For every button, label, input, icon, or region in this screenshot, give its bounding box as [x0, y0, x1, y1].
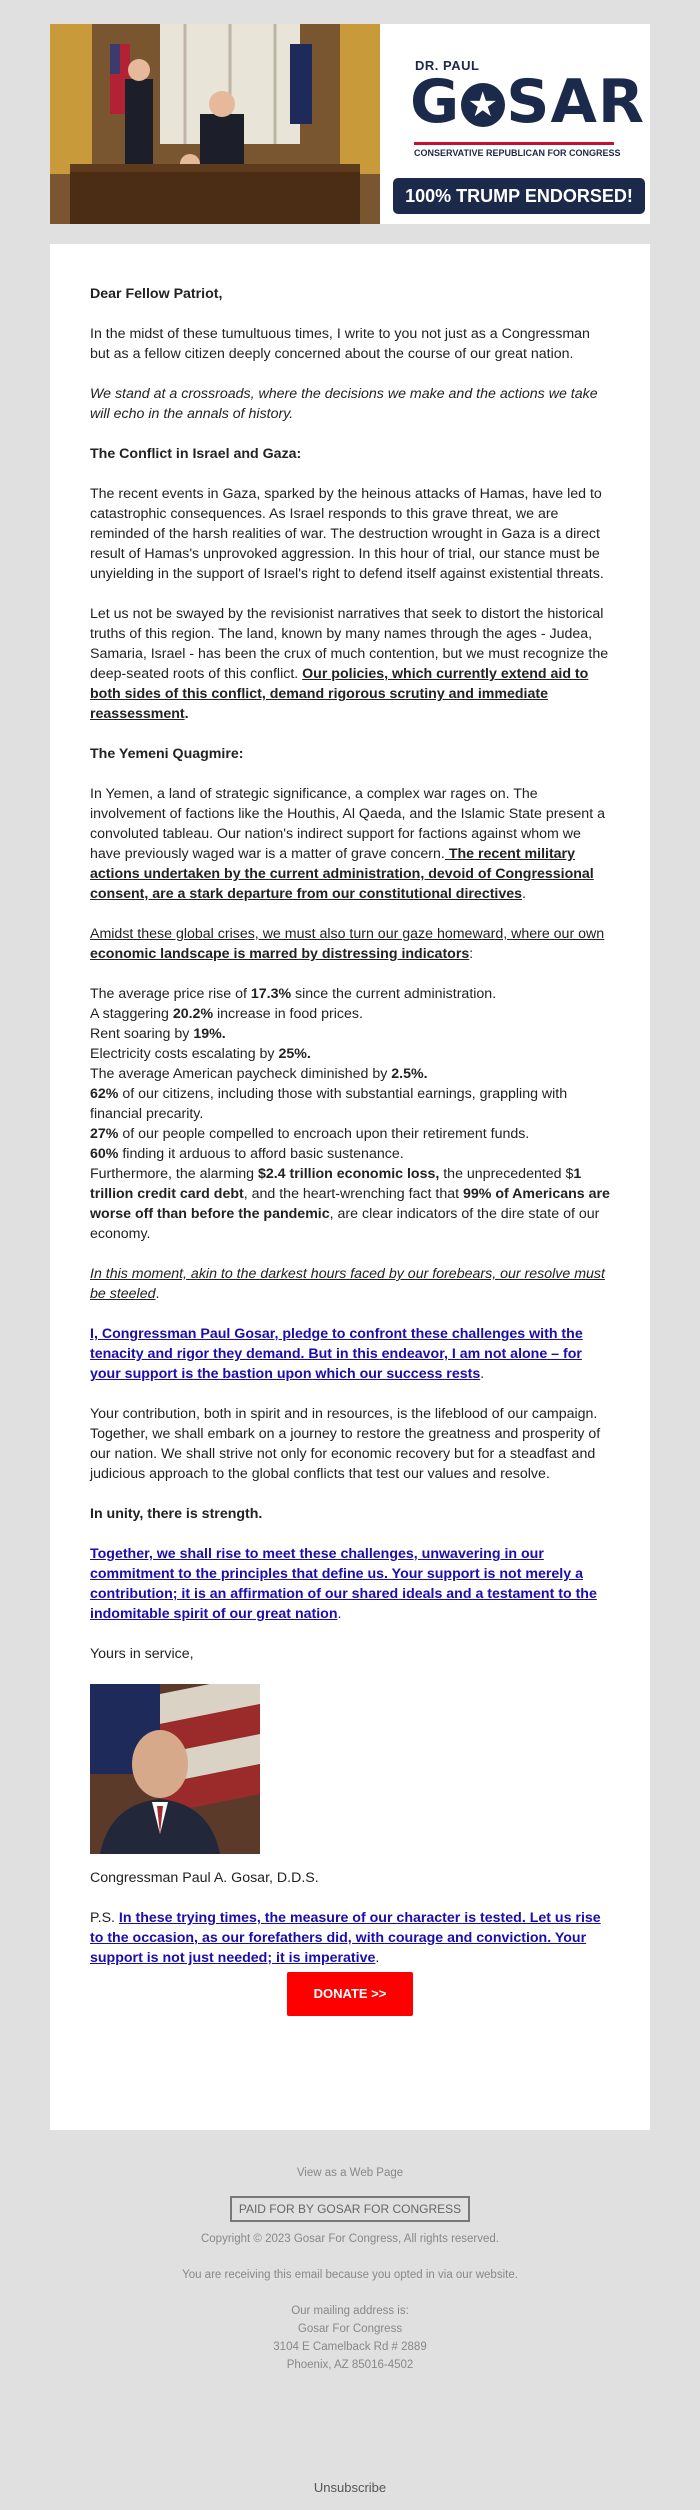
stat-line: 62% of our citizens, including those with substantial earnings, grappling with financial precarity. — [90, 1086, 568, 1122]
signature-photo — [90, 1684, 260, 1854]
pledge-link[interactable]: I, Congressman Paul Gosar, pledge to confront these challenges with the tenacity and rigor they demand. But in this endeavor, I am not alone – for your support is the bastion upon which our success rests — [90, 1326, 583, 1382]
stat-line: Electricity costs escalating by 25%. — [90, 1046, 311, 1062]
mailing-org: Gosar For Congress — [297, 2323, 403, 2335]
economic-stats — [90, 984, 610, 1244]
letter-card — [50, 244, 650, 2130]
web-view-link[interactable]: View as a Web Page — [296, 2167, 404, 2179]
together-link[interactable]: Together, we shall rise to meet these challenges, unwavering in our commitment to the principles that define us. Your support is not merely a contribution; it is an affirmation of our shared ideals and a testament to the indomitable spirit of our great nation — [90, 1546, 597, 1622]
yemen-heading: The Yemeni Quagmire: — [90, 746, 244, 762]
email-header — [50, 24, 650, 224]
israel-paragraph-2: Let us not be swayed by the revisionist narratives that seek to distort the historical truths of this region. The land, known by many names through the ages - Judea, Samaria, Israel - has been the crux of much contention, but we must recognize the deep-seated roots of this conflict. Our policies, which currently extend aid to both sides of this conflict, demand rigorous scrutiny and immediate reassessment. — [90, 606, 609, 722]
logo-subtitle: CONSERVATIVE REPUBLICAN FOR CONGRESS — [414, 148, 621, 158]
furthermore-line: Furthermore, the alarming $2.4 trillion economic loss, the unprecedented $1 trillion credit card debt, and the heart-wrenching fact that 99% of Americans are worse off than before the pandemic, are clear indicators of the dire state of our economy. — [90, 1166, 610, 1242]
signature-name: Congressman Paul A. Gosar, D.D.S. — [90, 1870, 319, 1886]
economy-paragraph: Amidst these global crises, we must also turn our gaze homeward, where our own economic landscape is marred by distressing indicators: — [90, 926, 605, 962]
oval-office-photo — [50, 24, 380, 224]
mailing-street: 3104 E Camelback Rd # 2889 — [273, 2341, 427, 2353]
logo-rule — [414, 142, 614, 145]
copyright: Copyright © 2023 Gosar For Congress, All rights reserved. — [200, 2233, 500, 2245]
pledge-paragraph: I, Congressman Paul Gosar, pledge to confront these challenges with the tenacity and rigor they demand. But in this endeavor, I am not alone – for your support is the bastion upon which our success rests. — [90, 1326, 583, 1382]
stat-line: A staggering 20.2% increase in food prices. — [90, 1006, 363, 1022]
yemen-paragraph: In Yemen, a land of strategic significance, a complex war rages on. The involvement of factions like the Houthis, Al Qaeda, and the Islamic State present a convoluted tableau. Our nation's indirect support for factions against whom we have previously waged war is a matter of grave concern. The recent military actions undertaken by the current administration, devoid of Congressional consent, are a stark departure from our constitutional directives. — [90, 786, 605, 902]
logo-title: DR. PAUL — [415, 58, 480, 73]
donate-button[interactable]: DONATE >> — [287, 1972, 413, 2016]
star-icon: ★ — [461, 83, 505, 127]
stat-line: 60% finding it arduous to afford basic sustenance. — [90, 1146, 404, 1162]
letter-body — [90, 284, 610, 2016]
trump-endorsed-badge: 100% TRUMP ENDORSED! — [393, 178, 645, 214]
intro-paragraph: In the midst of these tumultuous times, I write to you not just as a Congressman but as a fellow citizen deeply concerned about the course of our great nation. — [90, 326, 590, 362]
stat-line: The average American paycheck diminished by 2.5%. — [90, 1066, 428, 1082]
closing: Yours in service, — [90, 1646, 194, 1662]
logo-name: G ★ SAR — [410, 67, 646, 137]
crossroads-paragraph: We stand at a crossroads, where the decisions we make and the actions we take will echo in the annals of history. — [90, 386, 598, 422]
unity-line: In unity, there is strength. — [90, 1506, 263, 1522]
israel-paragraph-1: The recent events in Gaza, sparked by the heinous attacks of Hamas, have led to catastrophic consequences. As Israel responds to this grave threat, we are reminded of the harsh realities of war. The destruction wrought in Gaza is a direct result of Hamas's unprovoked aggression. In this hour of trial, our stance must be unyielding in the support of Israel's right to defend itself against existential threats. — [90, 486, 604, 582]
greeting: Dear Fellow Patriot, — [90, 286, 223, 302]
email-footer — [50, 2164, 650, 2374]
mailing-city: Phoenix, AZ 85016-4502 — [286, 2359, 414, 2371]
mailing-label: Our mailing address is: — [291, 2305, 409, 2317]
israel-heading: The Conflict in Israel and Gaza: — [90, 446, 302, 462]
stat-line: 27% of our people compelled to encroach upon their retirement funds. — [90, 1126, 530, 1142]
gosar-logo — [390, 24, 650, 224]
stat-line: Rent soaring by 19%. — [90, 1026, 226, 1042]
stat-line: The average price rise of 17.3% since the current administration. — [90, 986, 497, 1002]
opt-in-notice: You are receiving this email because you opted in via our website. — [182, 2269, 518, 2281]
ps-link[interactable]: In these trying times, the measure of our character is tested. Let us rise to the occasion, as our forefathers did, with courage and conviction. Your support is not just needed; it is imperative — [90, 1910, 601, 1966]
ps-paragraph: P.S. In these trying times, the measure of our character is tested. Let us rise to the occasion, as our forefathers did, with courage and conviction. Your support is not just needed; it is imperative. — [90, 1910, 601, 1966]
together-paragraph: Together, we shall rise to meet these challenges, unwavering in our commitment to the principles that define us. Your support is not merely a contribution; it is an affirmation of our shared ideals and a testament to the indomitable spirit of our great nation. — [90, 1546, 597, 1622]
unsubscribe-link[interactable]: Unsubscribe — [313, 2480, 387, 2495]
paid-for-disclaimer: PAID FOR BY GOSAR FOR CONGRESS — [230, 2196, 470, 2222]
contribution-paragraph: Your contribution, both in spirit and in resources, is the lifeblood of our campaign. Together, we shall embark on a journey to restore the greatness and prosperity of our nation. We shall strive not only for economic recovery but for a steadfast and judicious approach to the global conflicts that test our values and resolve. — [90, 1406, 601, 1482]
darkest-hours-paragraph: In this moment, akin to the darkest hours faced by our forebears, our resolve must be steeled. — [90, 1266, 605, 1302]
